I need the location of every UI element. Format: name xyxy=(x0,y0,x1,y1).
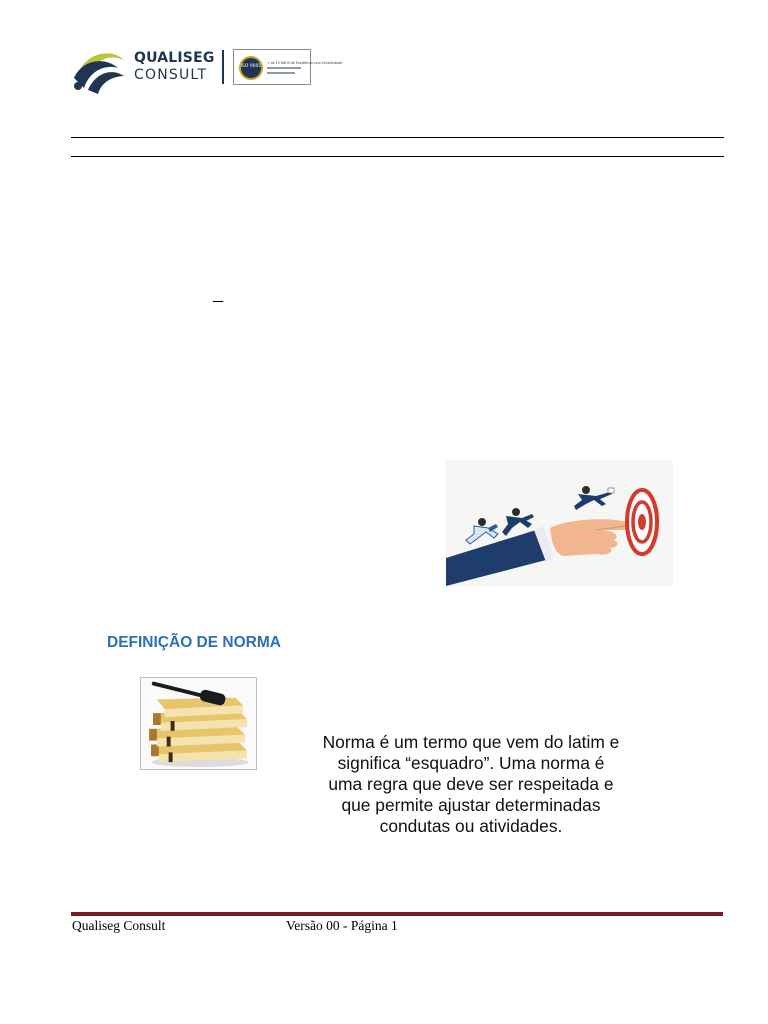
header-rule-top xyxy=(71,137,724,138)
law-books-gavel-image xyxy=(140,677,257,770)
iso-badge xyxy=(233,49,343,85)
iso-seal-text: ISO 9001 xyxy=(240,64,262,69)
norma-definition xyxy=(285,732,657,837)
definition-line: significa “esquadro”. Uma norma é xyxy=(337,753,605,773)
header-rule-bottom xyxy=(71,156,724,157)
definition-line: uma regra que deve ser respeitada e xyxy=(328,774,614,794)
iso-seal-icon xyxy=(238,55,264,81)
brand-name: QUALISEG xyxy=(134,50,215,66)
badge-caption xyxy=(267,58,343,80)
section-heading: DEFINIÇÃO DE NORMA xyxy=(107,634,281,651)
definition-line: condutas ou atividades. xyxy=(379,816,563,836)
business-target-illustration xyxy=(446,460,673,586)
definition-line: Norma é um termo que vem do latim e xyxy=(322,732,620,752)
logo-divider xyxy=(222,50,224,84)
title-dash: – xyxy=(213,289,223,311)
badge-caption-text: + de 10 ANOS de Excelência com Simplicidade xyxy=(267,61,343,65)
brand-subname: CONSULT xyxy=(134,67,208,83)
footer-rule xyxy=(71,912,723,916)
definition-line: que permite ajustar determinadas xyxy=(341,795,601,815)
footer-version-page: Versão 00 - Página 1 xyxy=(286,918,398,933)
footer-company: Qualiseg Consult xyxy=(72,918,166,933)
